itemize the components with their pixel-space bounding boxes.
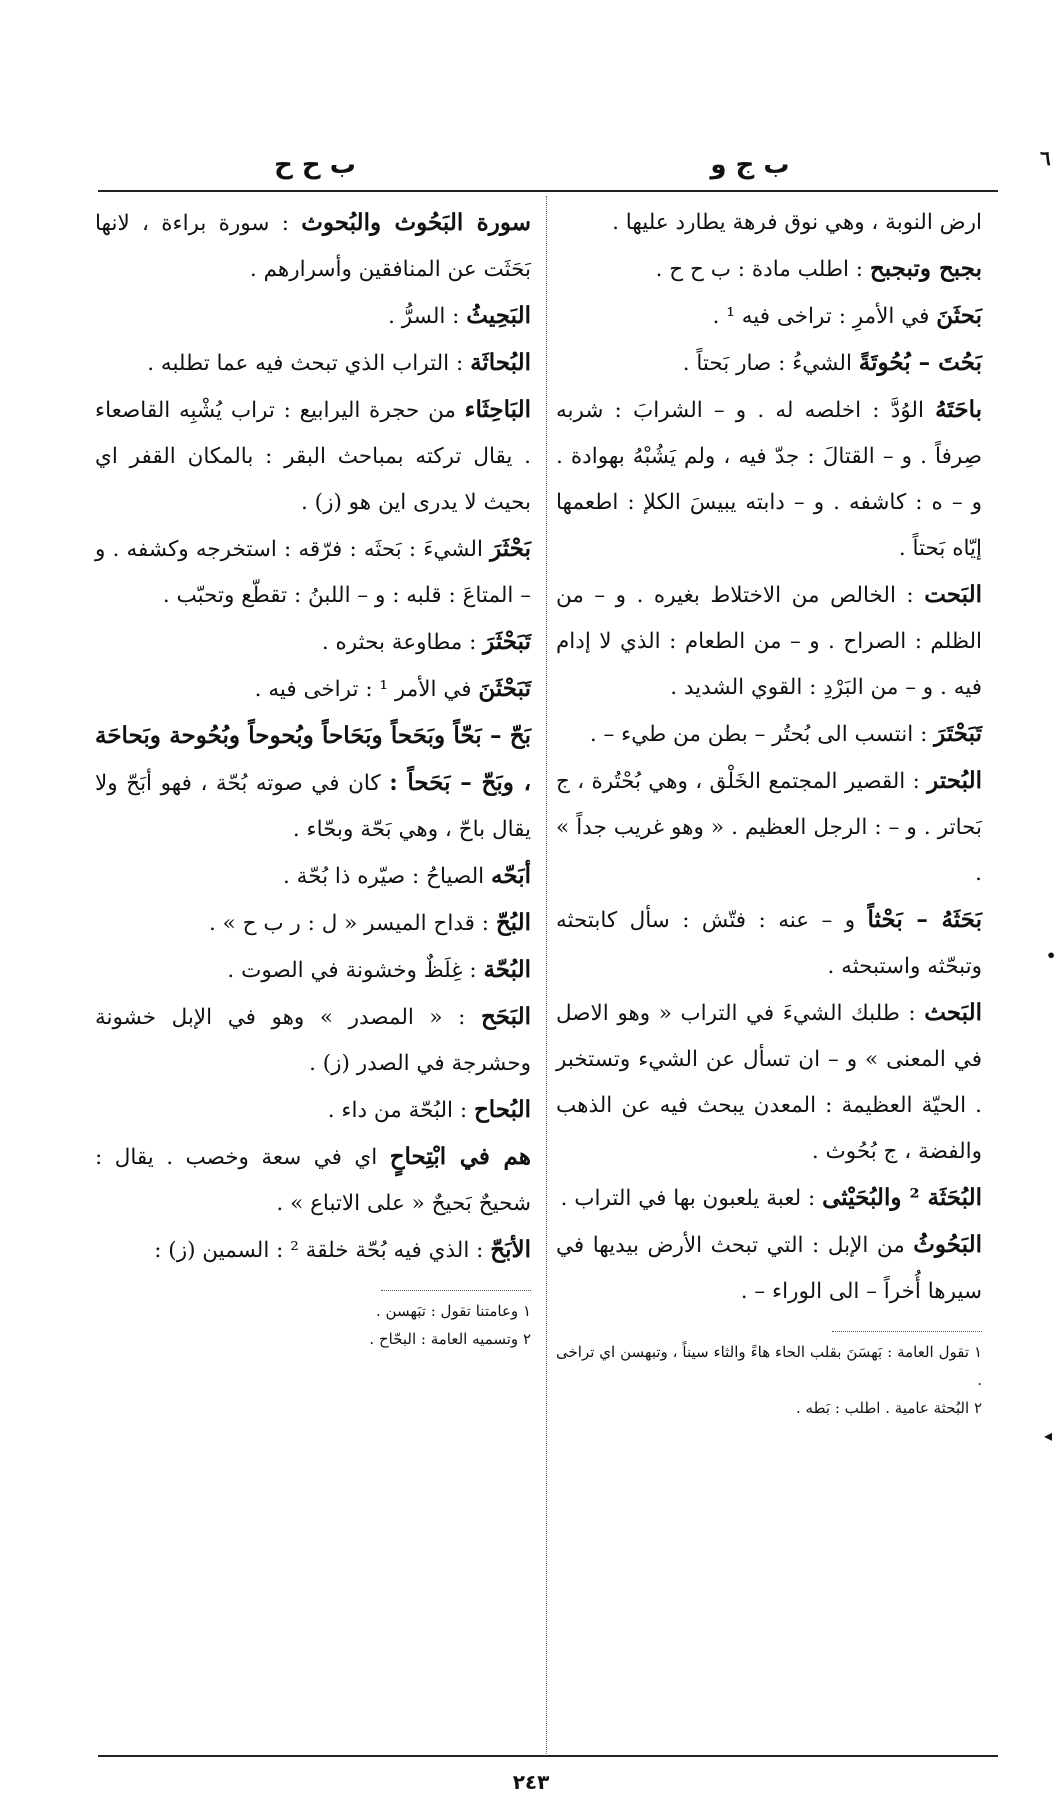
margin-dot-icon: ◂ [1044,1426,1053,1445]
right-column-root-letters: ب ج و [710,150,790,180]
entry-definition: : طلبك الشيءَ في التراب « وهو الاصل في المعنى » و – ان تسأل عن الشيء وتستخبر . الحيّة العظيمة : المعدن يبحث فيه عن الذهب والفضة ، ج بُحُوث . [556,1001,982,1164]
page-number: ٢٤٣ [512,1770,550,1794]
entry-definition: : اطلب مادة : ب ح ح . [655,257,864,282]
right-column-footnotes [556,1338,982,1422]
entry-headword: البَاحِثَاء [464,396,531,423]
left-column-footnotes [95,1297,531,1353]
dictionary-entry [95,947,531,994]
header-rule [98,190,998,192]
entry-definition: : السرُّ . [388,304,460,329]
dictionary-entry [556,758,982,897]
entry-headword: البَحث [924,999,982,1026]
entry-headword: الأبَحّ [490,1236,531,1263]
footnote: ٢ وتسميه العامة : البحّاح . [369,1330,531,1348]
entry-definition: في الأمر ¹ : تراخى فيه . [254,677,472,702]
entry-definition: و – عنه : فتّش : سأل كابتحثه وتبحّثه واستبحثه . [556,908,982,979]
entry-definition: : الذي فيه بُحّة خلقة ² : السمين (ز) : [154,1238,484,1263]
entry-definition: اي في سعة وخصب . يقال : شحيحٌ بَحيحٌ « على الاتباع » . [95,1145,531,1216]
footnote-rule [832,1331,982,1332]
dictionary-entry [556,1175,982,1222]
dictionary-entry [556,246,982,293]
entry-definition: : غِلَظٌ وخشونة في الصوت . [227,958,477,983]
dictionary-entry [95,1227,531,1274]
dictionary-entry [95,713,531,853]
entry-definition: في الأمرِ : تراخى فيه ¹ . [712,304,930,329]
entry-definition: : لعبة يلعبون بها في التراب . [560,1186,816,1211]
dictionary-entry [556,990,982,1175]
entry-headword: تَبَحْثَنَ [478,675,531,702]
dictionary-entry [556,572,982,711]
margin-dot-icon: • [1046,946,1057,965]
entry-headword: بجبح وتبجبح [869,255,982,282]
entry-definition: الوُدَّ : اخلصه له . و – الشرابَ : شربه صِرفاً . و – القتالَ : جدّ فيه ، ولم يَشُبْهُ بهوادة . و – ه : كاشفه . و – دابته يبيسَ الكلإ : اطعمها إيّاه بَحتاً . [556,398,982,561]
entry-headword: سورة البَحُوث والبُحوث [301,209,531,236]
dictionary-entry [556,1222,982,1315]
dictionary-entry [95,900,531,947]
footer-rule [98,1755,998,1757]
dictionary-entry [95,387,531,526]
dictionary-entry [95,293,531,340]
right-column-entries [556,200,982,1315]
entry-headword: البُحتر [927,767,982,794]
column-divider [546,196,547,1756]
dictionary-entry [556,711,982,758]
footnote: ١ تقول العامة : بَهسَنَ بقلب الحاء هاءً والثاء سيناً ، وتبهسن اي تراخى . [556,1343,982,1389]
entry-headword: هم في ابْتِحاحٍ [389,1143,531,1170]
entry-headword: تَبَحْتَرَ [934,720,982,747]
entry-headword: باحَتَهُ [935,396,982,423]
footnote: ١ وعامتنا تقول : تبَهسن . [376,1302,531,1320]
entry-definition: من حجرة اليرابيع : تراب يُشْبِه القاصعاء . يقال تركته بمباحث البقر : بالمكان القفر اي بحيث لا يدرى اين هو (ز) . [95,398,531,515]
entry-headword: تَبَحْثَرَ [483,628,531,655]
entry-headword: البُحاثَة [470,349,531,376]
dictionary-entry [95,526,531,619]
dictionary-entry [556,200,982,246]
entry-definition: : « المصدر » وهو في الإبل خشونة وحشرجة في الصدر (ز) . [95,1005,531,1076]
entry-definition: كان في صوته بُحّة ، فهو أبَحّ ولا يقال باحّ ، وهي بَحّة وبحّاء . [95,771,531,842]
entry-headword: بَحّ – بَحّاً وبَحَحاً وبَحَاحاً وبُحوحاً وبُحُوحة وبَحاحَة ، وبَحّ – بَحَحاً : [95,722,531,796]
corner-mark: ٦ [1040,146,1051,170]
left-column [95,200,531,1353]
entry-definition: : سورة براءة ، لانها بَحَثَت عن المنافقين وأسرارهم . [95,211,531,282]
entry-headword: البَحَح [480,1003,531,1030]
footnote: ٢ البُحثة عامية . اطلب : بَطه . [796,1399,982,1417]
entry-headword: البُحَثَة ² والبُحَيْثى [822,1184,982,1211]
dictionary-entry [95,1134,531,1227]
entry-headword: بَحثَنَ [936,302,982,329]
entry-headword: بَحَثَهُ – بَحْثاً [867,906,982,933]
entry-definition: ارض النوبة ، وهي نوق فرهة يطارد عليها . [612,210,982,235]
entry-definition: من الإبل : التي تبحث الأرض بيديها في سيرها أُخراً – الى الوراء – . [556,1233,982,1304]
footnote-rule [381,1290,531,1291]
left-column-entries [95,200,531,1274]
entry-headword: بَحُتَ – بُحُوتَةً [858,349,982,376]
dictionary-entry [556,387,982,572]
entry-definition: : قداح الميسر « ل : ر ب ح » . [208,911,489,936]
dictionary-entry [95,340,531,387]
dictionary-entry [556,897,982,990]
entry-headword: البَحِيثُ [466,302,531,329]
entry-headword: أبَحّه [491,862,531,889]
dictionary-entry [95,1087,531,1134]
entry-definition: الشيءُ : صار بَحتاً . [682,351,852,376]
dictionary-entry [95,200,531,293]
dictionary-entry [556,293,982,340]
dictionary-entry [95,619,531,666]
entry-headword: بَحْثَرَ [490,535,531,562]
right-column [556,200,982,1422]
entry-headword: البُحاح [473,1096,531,1123]
left-column-root-letters: ب ح ح [274,150,356,180]
entry-headword: البُحّ [495,909,531,936]
entry-definition: الصياحُ : صيّره ذا بُحّة . [283,864,485,889]
entry-definition: : انتسب الى بُحتُر – بطن من طيء – . [589,722,928,747]
dictionary-entry [95,853,531,900]
entry-definition: : القصير المجتمع الخَلْق ، وهي بُحْتُرة ، ج بَحاتر . و – : الرجل العظيم . « وهو غريب جداً » . [556,769,982,886]
entry-headword: البَحُوثُ [913,1231,982,1258]
dictionary-entry [95,666,531,713]
entry-headword: البَحت [924,581,982,608]
entry-definition: : البُحّة من داء . [327,1098,468,1123]
entry-definition: الشيءَ : بَحثَه : فرّقه : استخرجه وكشفه . و – المتاعَ : قلبه : و – اللبنُ : تقطّع وتحبّب . [95,537,531,608]
dictionary-entry [556,340,982,387]
entry-definition: : الخالص من الاختلاط بغيره . و – من الظلم : الصراح . و – من الطعام : الذي لا إدام فيه . و – من البَرْدِ : القوي الشديد . [556,583,982,700]
dictionary-entry [95,994,531,1087]
entry-definition: : التراب الذي تبحث فيه عما تطلبه . [147,351,464,376]
entry-headword: البُحّة [483,956,531,983]
entry-definition: : مطاوعة بحثره . [321,630,477,655]
